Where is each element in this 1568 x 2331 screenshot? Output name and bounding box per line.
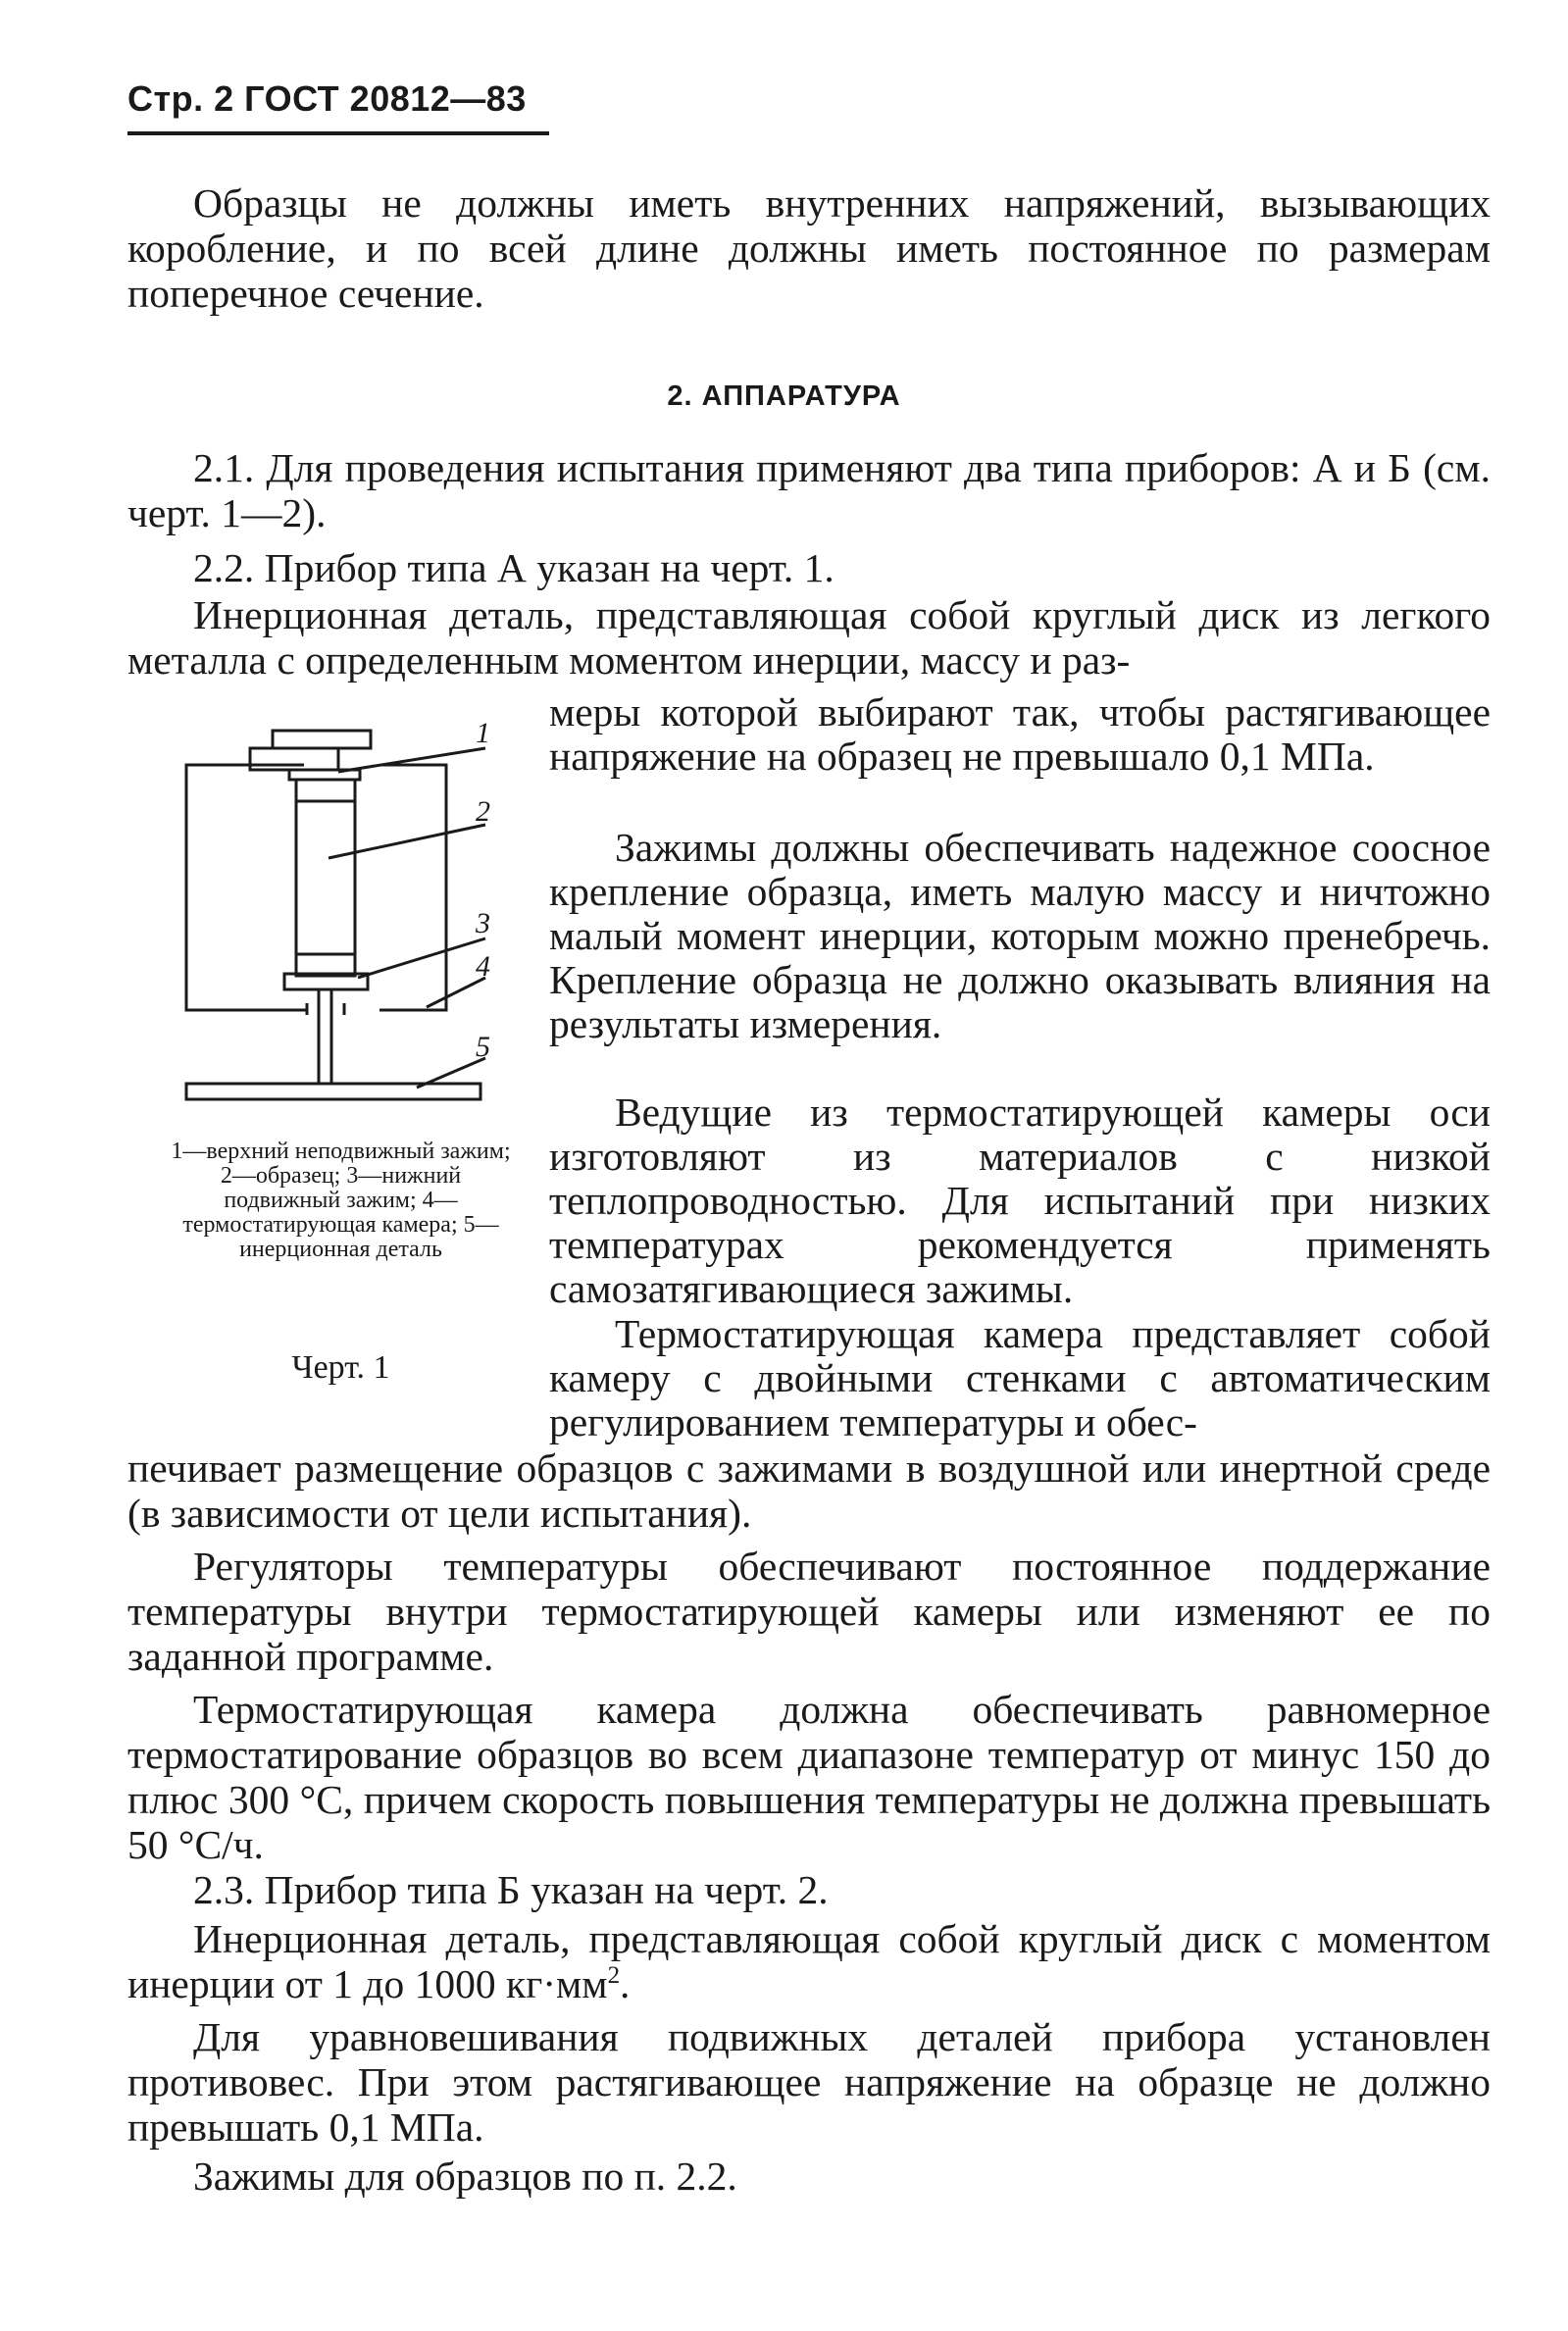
upper-clamp-top bbox=[273, 731, 371, 748]
upper-clamp bbox=[250, 748, 338, 770]
paragraph-regulators: Регуляторы температуры обеспечивают постоянное поддержание температуры внутри термостатирующей камеры или изменяют ее по заданной программе. bbox=[127, 1544, 1491, 1679]
figure-label: Черт. 1 bbox=[291, 1349, 390, 1386]
intro-paragraph: Образцы не должны иметь внутренних напряжений, вызывающих коробление, и по всей длине должны иметь постоянное по размерам поперечное сечение. bbox=[127, 180, 1491, 316]
paragraph-axes: Ведущие из термостатирующей камеры оси изготовляют из материалов с низкой теплопроводностью. Для испытаний при низких температурах рекомендуется применять самозатягивающиеся зажимы. bbox=[549, 1089, 1491, 1311]
paragraph-clamps: Зажимы должны обеспечивать надежное соосное крепление образца, иметь малую массу и ничтожно малый момент инерции, которым можно пренебречь. Крепление образца не должно оказывать влияния на результаты измерения. bbox=[549, 825, 1491, 1046]
paragraph-inertia-a: Инерционная деталь, представляющая собой круглый диск из легкого металла с определенным моментом инерции, массу и раз- bbox=[127, 592, 1491, 683]
figure-caption: 1—верхний неподвижный зажим; 2—образец; 3—нижний подвижный зажим; 4—термостатирующая камера; 5—инерционная деталь bbox=[171, 1139, 511, 1262]
inertia-disk bbox=[186, 1084, 481, 1099]
paragraph-2-3: 2.3. Прибор типа Б указан на черт. 2. bbox=[193, 1867, 829, 1912]
page-header: Стр. 2 ГОСТ 20812—83 bbox=[127, 78, 527, 119]
paragraph-clamps-ref: Зажимы для образцов по п. 2.2. bbox=[193, 2154, 737, 2199]
paragraph-chamber-cont: печивает размещение образцов с зажимами в воздушной или инертной среде (в зависимости от цели испытания). bbox=[127, 1445, 1491, 1536]
paragraph-chamber-uniform: Термостатирующая камера должна обеспечивать равномерное термостатирование образцов во всем диапазоне температур от минус 150 до плюс 300 °С, причем скорость повышения температуры не должна превышать 50 °С/ч. bbox=[127, 1687, 1491, 1867]
paragraph-inertia-b: Инерционная деталь, представляющая собой круглый диск с моментом инерции от 1 до 1000 $кг\cdot мм^2$. bbox=[127, 1916, 1491, 2006]
specimen bbox=[296, 780, 355, 976]
paragraph-2-2: 2.2. Прибор типа А указан на черт. 1. bbox=[193, 545, 835, 590]
section-title: 2. АППАРАТУРА bbox=[667, 380, 901, 412]
paragraph-chamber: Термостатирующая камера представляет собой камеру с двойными стенками с автоматическим регулированием температуры и обес- bbox=[549, 1311, 1491, 1444]
fig-label-1: 1 bbox=[476, 717, 490, 749]
paragraph-2-1: 2.1. Для проведения испытания применяют два типа приборов: А и Б (см. черт. 1—2). bbox=[127, 445, 1491, 535]
fig-label-3: 3 bbox=[476, 907, 490, 939]
fig-label-5: 5 bbox=[476, 1031, 490, 1063]
fig-label-4: 4 bbox=[476, 950, 490, 983]
paragraph-inertia-a-cont: меры которой выбирают так, чтобы растягивающее напряжение на образец не превышало 0,1 МПа. bbox=[549, 689, 1491, 779]
figure-1-diagram bbox=[162, 691, 525, 1103]
fig-label-2: 2 bbox=[476, 795, 490, 828]
header-rule bbox=[127, 131, 549, 135]
chamber-wall-right bbox=[379, 765, 446, 1010]
paragraph-counterweight: Для уравновешивания подвижных деталей прибора установлен противовес. При этом растягивающее напряжение на образце не должно превышать 0,1 МПа. bbox=[127, 2014, 1491, 2150]
